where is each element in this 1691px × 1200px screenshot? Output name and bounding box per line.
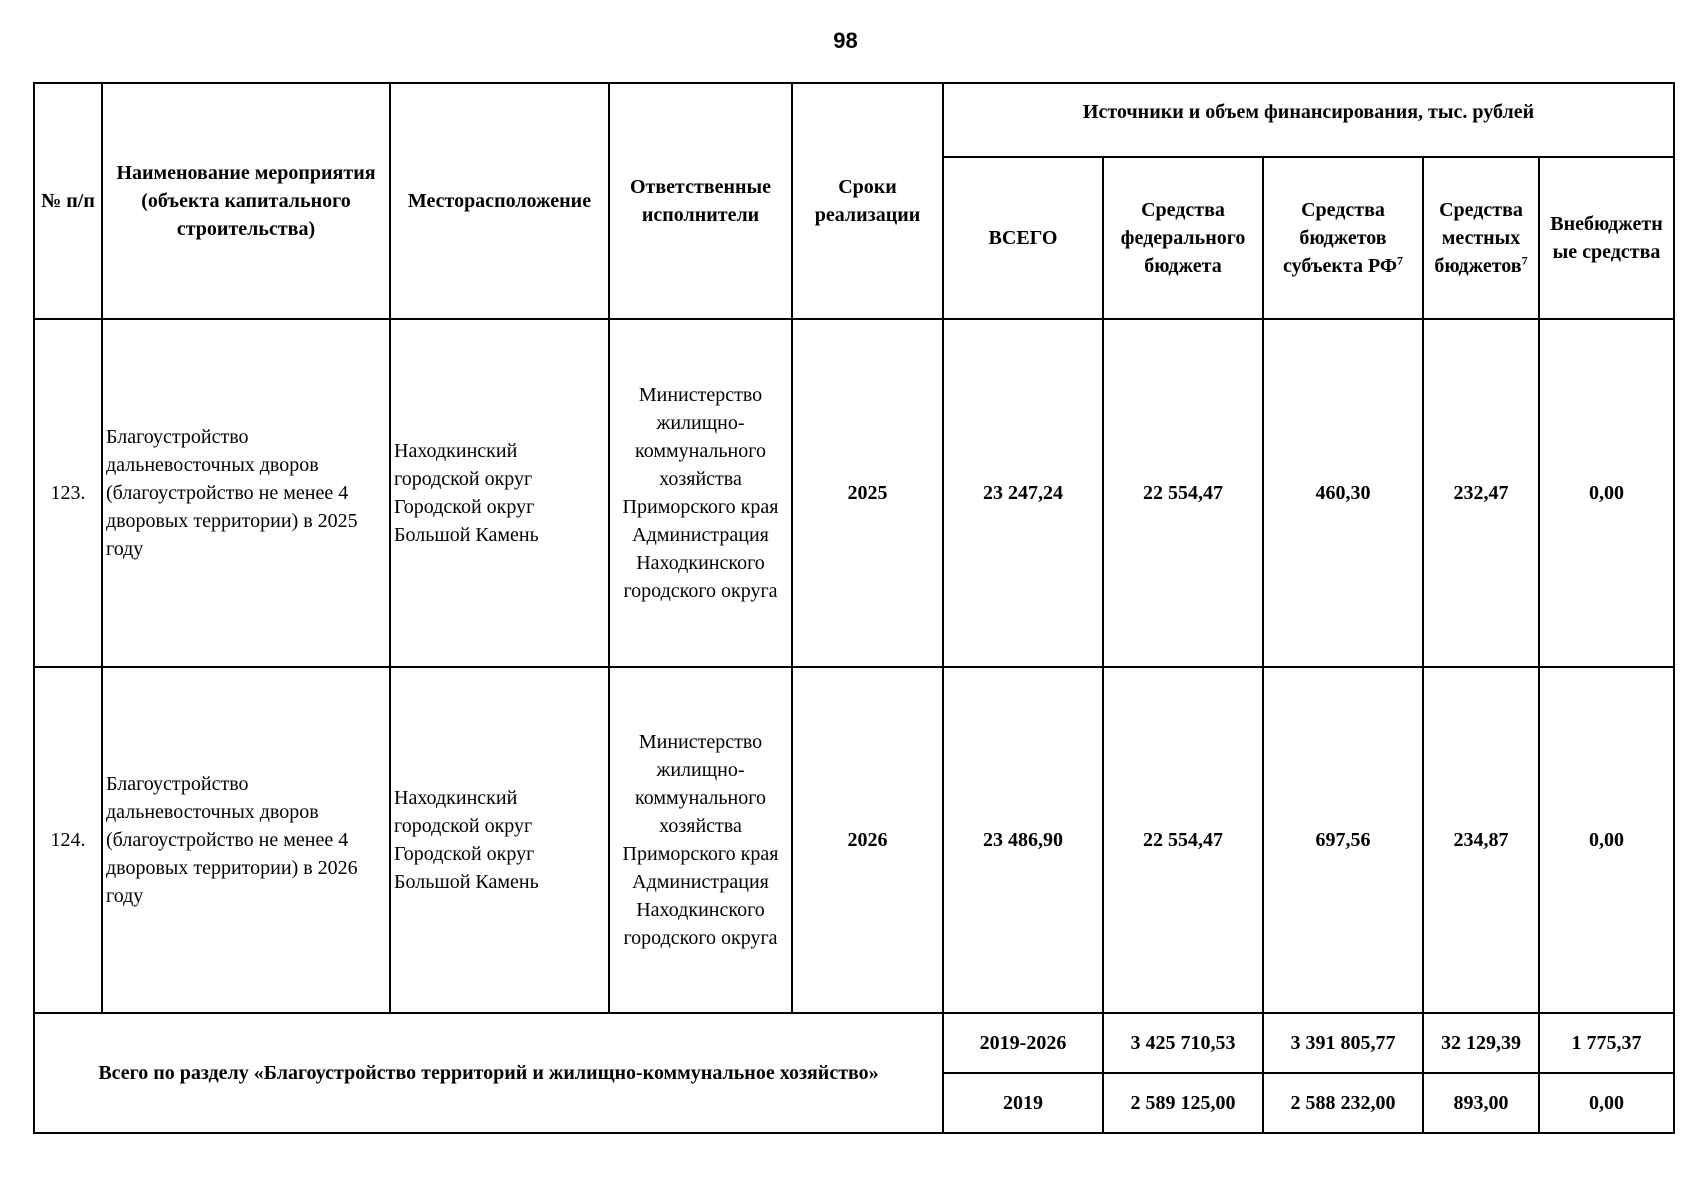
row-location: Находкинский городской округ Городской округ Большой Камень [390, 319, 609, 667]
row-executors: Министерство жилищно-коммунального хозяйства Приморского края Администрация Находкинского городского округа [609, 319, 792, 667]
table-row [34, 667, 1674, 1013]
header-row-1 [34, 83, 1674, 157]
header-location: Месторасположение [390, 83, 609, 319]
header-name: Наименование мероприятия (объекта капитального строительства) [102, 83, 390, 319]
header-executors: Ответственные исполнители [609, 83, 792, 319]
row-total: 23 486,90 [943, 667, 1103, 1013]
row-name: Благоустройство дальневосточных дворов (благоустройство не менее 4 дворовых территории) в 2025 году [102, 319, 390, 667]
summary-regional: 893,00 [1423, 1073, 1539, 1133]
summary-local: 0,00 [1539, 1073, 1674, 1133]
row-period: 2025 [792, 319, 943, 667]
header-federal: Средства федерального бюджета [1103, 157, 1263, 319]
summary-period: 2019-2026 [943, 1013, 1103, 1073]
header-num: № п/п [34, 83, 102, 319]
table-row [34, 319, 1674, 667]
row-total: 23 247,24 [943, 319, 1103, 667]
row-name: Благоустройство дальневосточных дворов (благоустройство не менее 4 дворовых территории) в 2026 году [102, 667, 390, 1013]
row-regional: 460,30 [1263, 319, 1423, 667]
row-extra: 0,00 [1539, 319, 1674, 667]
row-period: 2026 [792, 667, 943, 1013]
row-local: 232,47 [1423, 319, 1539, 667]
summary-federal: 3 391 805,77 [1263, 1013, 1423, 1073]
header-period: Сроки реализации [792, 83, 943, 319]
summary-regional: 32 129,39 [1423, 1013, 1539, 1073]
row-extra: 0,00 [1539, 667, 1674, 1013]
financing-table [33, 82, 1675, 1134]
summary-federal: 2 588 232,00 [1263, 1073, 1423, 1133]
row-num: 124. [34, 667, 102, 1013]
header-total: ВСЕГО [943, 157, 1103, 319]
summary-period: 2019 [943, 1073, 1103, 1133]
row-federal: 22 554,47 [1103, 319, 1263, 667]
header-funding-group: Источники и объем финансирования, тыс. рублей [943, 83, 1674, 157]
header-regional-footnote: 7 [1397, 253, 1404, 268]
summary-local: 1 775,37 [1539, 1013, 1674, 1073]
row-local: 234,87 [1423, 667, 1539, 1013]
row-executors: Министерство жилищно-коммунального хозяйства Приморского края Администрация Находкинского городского округа [609, 667, 792, 1013]
row-federal: 22 554,47 [1103, 667, 1263, 1013]
summary-total: 2 589 125,00 [1103, 1073, 1263, 1133]
summary-label: Всего по разделу «Благоустройство территорий и жилищно-коммунальное хозяйство» [34, 1013, 943, 1133]
header-local-footnote: 7 [1521, 253, 1528, 268]
summary-row [34, 1013, 1674, 1073]
page-number: 98 [833, 28, 858, 53]
row-num: 123. [34, 319, 102, 667]
row-location: Находкинский городской округ Городской округ Большой Камень [390, 667, 609, 1013]
header-local [1423, 157, 1539, 319]
header-local-text: Средства местных бюджетов [1434, 199, 1523, 277]
summary-total: 3 425 710,53 [1103, 1013, 1263, 1073]
header-extra: Внебюджетные средства [1539, 157, 1674, 319]
row-regional: 697,56 [1263, 667, 1423, 1013]
header-regional-text: Средства бюджетов субъекта РФ [1282, 199, 1398, 277]
header-regional [1263, 157, 1423, 319]
